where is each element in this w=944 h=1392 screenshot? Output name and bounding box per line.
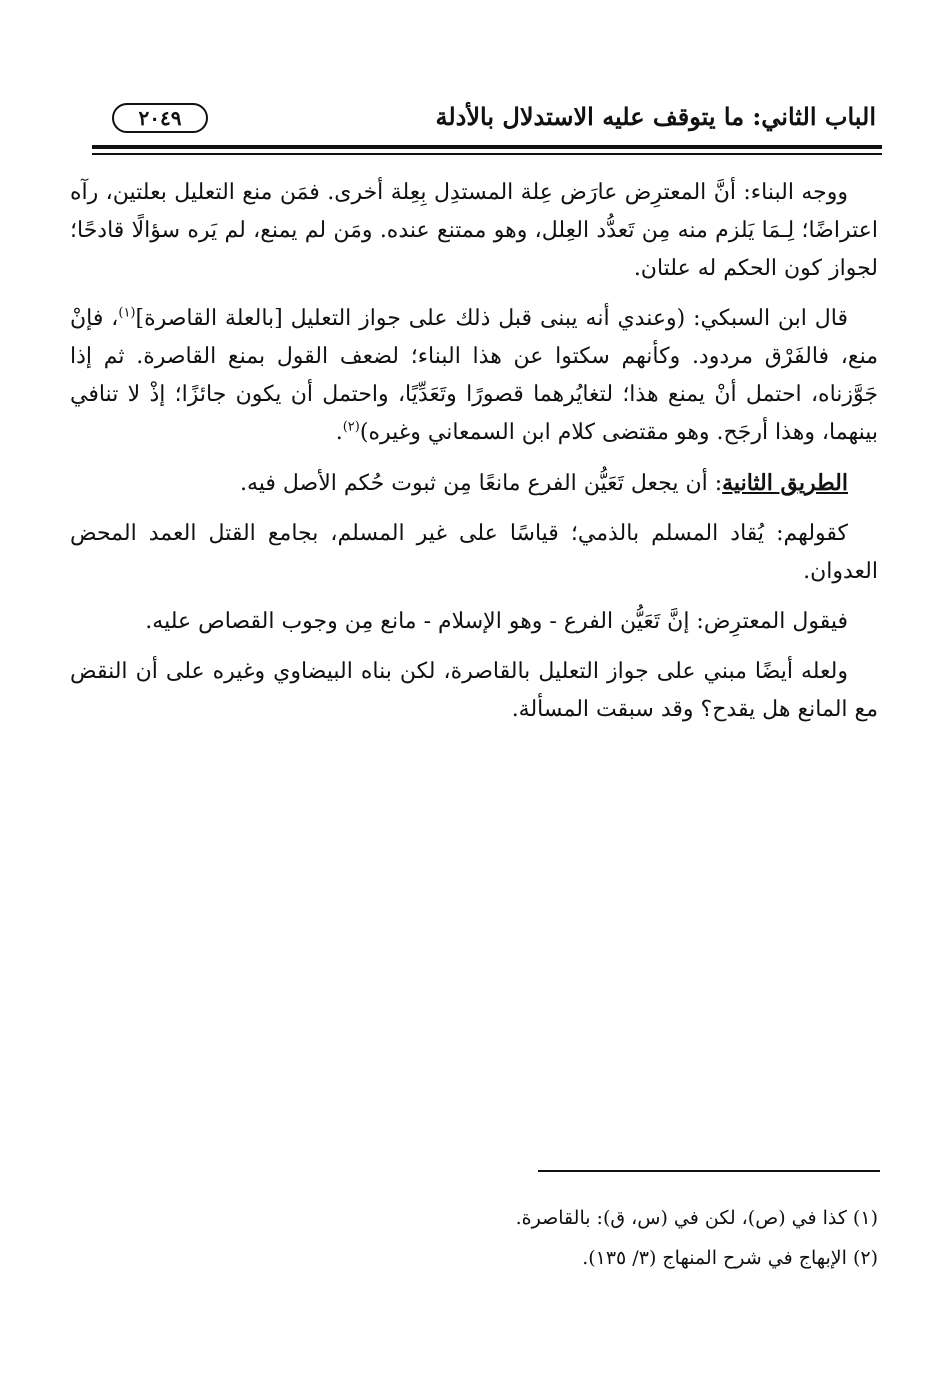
header-rule-thick [92,145,882,149]
paragraph-1: ووجه البناء: أنَّ المعترِض عارَض عِلة المستدِل بِعِلة أخرى. فمَن منع التعليل بعلتين، رآه اعتراضًا؛ لِـمَا يَلزم منه مِن تَعدُّد العِلل، وهو ممتنع عنده. ومَن لم يمنع، لم يَره سؤالًا قادحًا؛ لجواز كون الحكم له علتان. [70,180,878,281]
paragraph-2-end: . [335,420,343,445]
footnote-separator [538,1170,880,1172]
paragraph-6: ولعله أيضًا مبني على جواز التعليل بالقاصرة، لكن بناه البيضاوي وغيره على أن النقض مع المانع هل يقدح؟ وقد سبقت المسألة. [70,659,878,722]
paragraph-4: كقولهم: يُقاد المسلم بالذمي؛ قياسًا على غير المسلم، بجامع القتل العمد المحض العدوان. [70,521,878,584]
main-text [70,174,878,741]
paragraph-2-text-b: ، فإنْ منع، فالفَرْق مردود. وكأنهم سكتوا عن هذا البناء؛ لضعف القول بمنع القاصرة. ثم إذا جَوَّزناه، احتمل أنْ يمنع هذا؛ لتغايُرهما قصورًا وتَعَدِّيًا، واحتمل أن يكون جائزًا؛ إذْ لا تنافي بينهما، وهذا أرجَح. وهو مقتضى كلام ابن السمعاني وغيره) [70,306,878,445]
paragraph-2-text-a: قال ابن السبكي: (وعندي أنه يبنى قبل ذلك على جواز التعليل [بالعلة القاصرة] [135,306,848,331]
header-rule-thin [92,153,882,155]
running-title: الباب الثاني: ما يتوقف عليه الاستدلال بالأدلة [435,102,876,131]
page-number-badge: ٢٠٤٩ [112,103,208,133]
footnote-ref-1[interactable]: (١) [118,305,136,321]
section-label: الطريق الثانية [722,470,848,496]
paragraph-2 [70,300,878,452]
paragraph-3-text: : أن يجعل تَعَيُّن الفرع مانعًا مِن ثبوت حُكم الأصل فيه. [239,471,723,496]
page-header [82,100,876,140]
paragraph-3 [70,464,878,503]
footnotes [70,1198,878,1278]
footnote-1: (١) كذا في (ص)، لكن في (س، ق): بالقاصرة. [515,1207,878,1229]
paragraph-5: فيقول المعترِض: إنَّ تَعَيُّن الفرع - وهو الإسلام - مانع مِن وجوب القصاص عليه. [145,609,848,634]
footnote-ref-2[interactable]: (٢) [342,419,360,435]
footnote-2: (٢) الإبهاج في شرح المنهاج (٣/ ١٣٥). [582,1247,878,1269]
